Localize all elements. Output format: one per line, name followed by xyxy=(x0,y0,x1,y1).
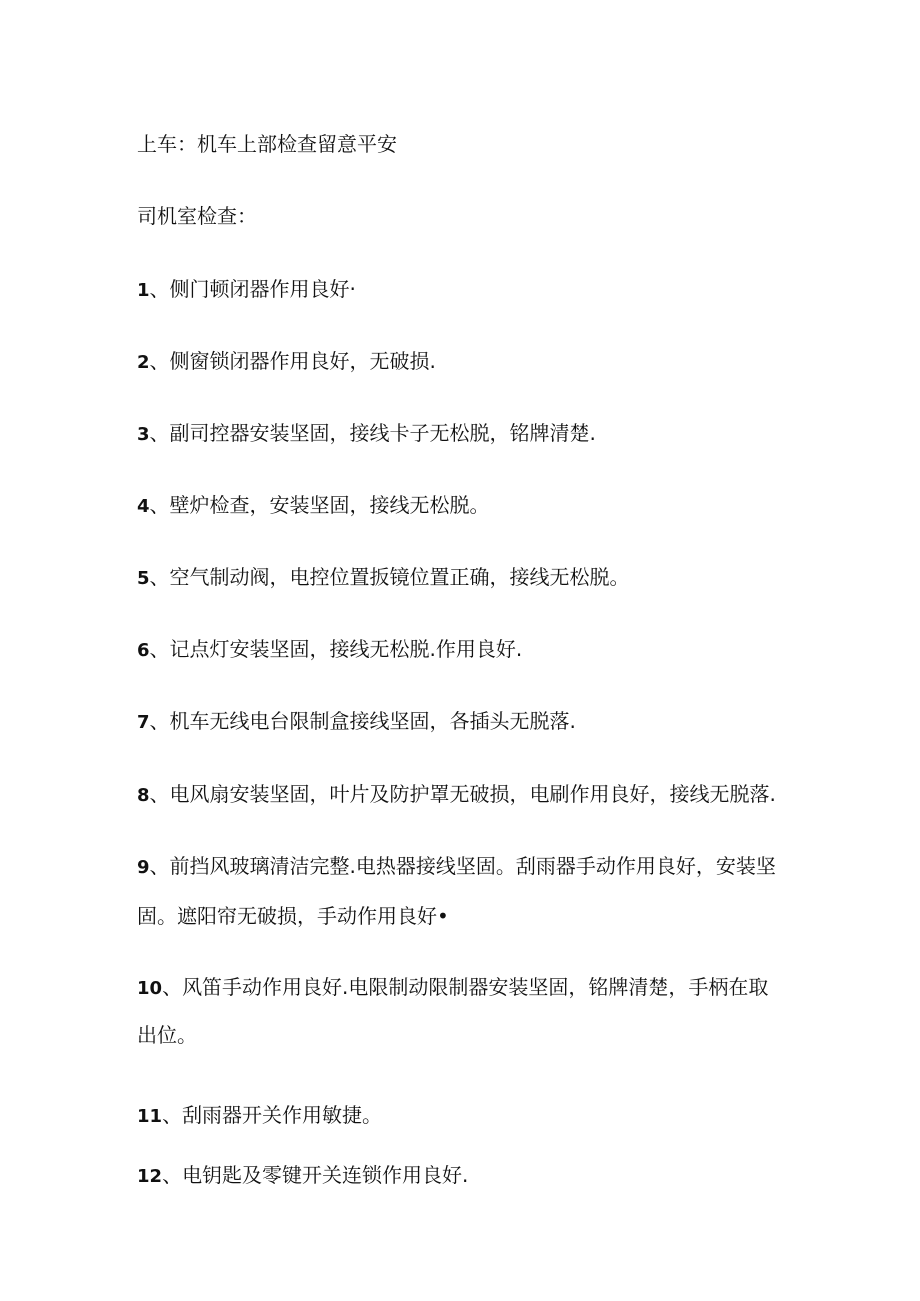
item-number: 9 xyxy=(137,857,150,878)
list-item xyxy=(137,635,522,665)
item-number: 11 xyxy=(137,1106,163,1127)
item-text: 壁炉检查，安装坚固，接线无松脱。 xyxy=(169,493,490,517)
list-item xyxy=(137,347,436,377)
item-separator: 、 xyxy=(149,854,170,878)
section-title: 司机室检查： xyxy=(137,204,257,228)
item-separator: 、 xyxy=(162,975,183,999)
list-item xyxy=(137,707,576,737)
list-item xyxy=(137,275,356,305)
list-item xyxy=(137,563,630,593)
item-separator: 、 xyxy=(149,709,170,733)
item-separator: 、 xyxy=(149,277,170,301)
item-separator: 、 xyxy=(149,565,170,589)
item-separator: 、 xyxy=(162,1103,183,1127)
item-separator: 、 xyxy=(149,493,170,517)
item-text: 空气制动阀，电控位置扳镜位置正确，接线无松脱。 xyxy=(169,565,630,589)
item-text: 侧窗锁闭器作用良好，无破损. xyxy=(169,349,436,373)
item-number: 10 xyxy=(137,978,163,999)
list-item-continuation: 出位。 xyxy=(137,1023,197,1047)
list-item xyxy=(137,780,776,810)
item-separator: 、 xyxy=(162,1163,183,1187)
item-separator: 、 xyxy=(149,349,170,373)
item-number: 4 xyxy=(137,496,150,517)
list-item xyxy=(137,419,596,449)
item-text: 电风扇安装坚固，叶片及防护罩无破损，电刷作用良好，接线无脱落. xyxy=(169,782,776,806)
list-item-continuation: 固。遮阳帘无破损，手动作用良好• xyxy=(137,904,449,928)
list-item xyxy=(137,491,490,521)
item-text: 刮雨器开关作用敏捷。 xyxy=(182,1103,383,1127)
document-header: 上车：机车上部检查留意平安 xyxy=(137,132,397,156)
list-item xyxy=(137,1101,382,1131)
list-item xyxy=(137,1161,468,1191)
item-text: 副司控器安装坚固，接线卡子无松脱，铭牌清楚. xyxy=(169,421,596,445)
item-number: 6 xyxy=(137,640,150,661)
item-number: 5 xyxy=(137,568,150,589)
item-number: 3 xyxy=(137,424,150,445)
item-text: 前挡风玻璃清洁完整.电热器接线坚固。刮雨器手动作用良好，安装坚 xyxy=(169,854,776,878)
item-text: 风笛手动作用良好.电限制动限制器安装坚固，铭牌清楚，手柄在取 xyxy=(182,975,769,999)
item-separator: 、 xyxy=(149,782,170,806)
item-number: 8 xyxy=(137,785,150,806)
item-number: 12 xyxy=(137,1166,163,1187)
item-number: 1 xyxy=(137,280,150,301)
item-separator: 、 xyxy=(149,637,170,661)
list-item xyxy=(137,852,776,882)
list-item xyxy=(137,973,768,1003)
item-text: 侧门顿闭器作用良好· xyxy=(169,277,356,301)
item-text: 电钥匙及零键开关连锁作用良好. xyxy=(182,1163,469,1187)
item-number: 7 xyxy=(137,712,150,733)
item-separator: 、 xyxy=(149,421,170,445)
item-text: 机车无线电台限制盒接线坚固，各插头无脱落. xyxy=(169,709,576,733)
item-number: 2 xyxy=(137,352,150,373)
item-text: 记点灯安装坚固，接线无松脱.作用良好. xyxy=(169,637,523,661)
